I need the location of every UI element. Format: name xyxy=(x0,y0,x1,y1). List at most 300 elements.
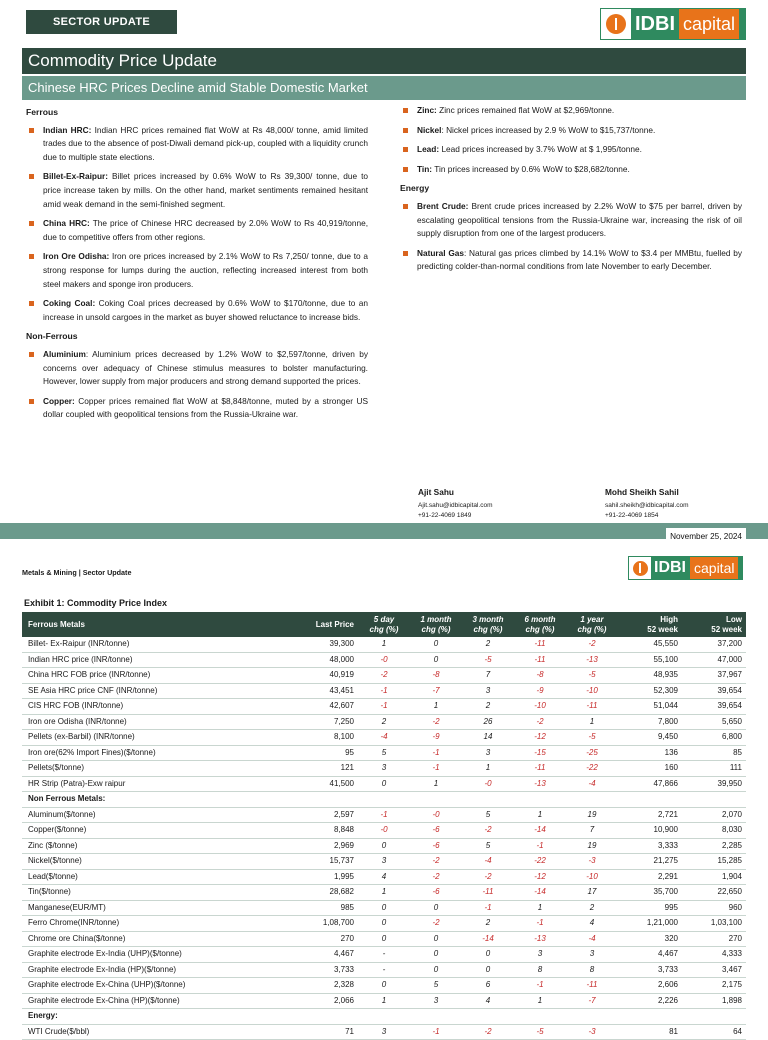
value-cell: 6,800 xyxy=(682,730,746,746)
value-cell: 43,451 xyxy=(280,683,358,699)
value-cell: 2,328 xyxy=(280,978,358,994)
value-cell: 0 xyxy=(358,916,410,932)
value-cell: -10 xyxy=(566,683,618,699)
logo-sub: capital xyxy=(690,557,738,579)
value-cell: 0 xyxy=(358,900,410,916)
value-cell: 0 xyxy=(358,838,410,854)
commodity-name-cell: Lead($/tonne) xyxy=(22,869,280,885)
col-header: Ferrous Metals xyxy=(28,619,85,629)
value-cell: -9 xyxy=(514,683,566,699)
value-cell: -3 xyxy=(566,1024,618,1040)
value-cell: 40,919 xyxy=(280,668,358,684)
value-cell: 1 xyxy=(410,699,462,715)
value-cell: 26 xyxy=(462,714,514,730)
bullet-label: Indian HRC: xyxy=(43,124,92,135)
value-cell: 0 xyxy=(462,962,514,978)
table-row xyxy=(22,900,746,916)
table-row xyxy=(22,683,746,699)
commodity-name-cell: Iron ore Odisha (INR/tonne) xyxy=(22,714,280,730)
table-row xyxy=(22,807,746,823)
value-cell: -1 xyxy=(514,978,566,994)
value-cell: 4,467 xyxy=(280,947,358,963)
page-title: Commodity Price Update xyxy=(22,48,746,74)
value-cell: 3 xyxy=(462,683,514,699)
value-cell: 52,309 xyxy=(618,683,682,699)
commodity-name-cell: Graphite electrode Ex-China (HP)($/tonne) xyxy=(22,993,280,1009)
value-cell: 2,066 xyxy=(280,993,358,1009)
energy-list xyxy=(400,200,742,274)
idbi-capital-logo xyxy=(600,8,746,40)
commodity-name-cell: Chrome ore China($/tonne) xyxy=(22,931,280,947)
value-cell: 8,100 xyxy=(280,730,358,746)
commodity-name-cell: Aluminum($/tonne) xyxy=(22,807,280,823)
exhibit-title: Exhibit 1: Commodity Price Index xyxy=(24,598,168,608)
value-cell: -2 xyxy=(410,916,462,932)
bullet-text: Copper prices remained flat WoW at $8,848/tonne, muted by a stronger US dollar coupled with geopolitical tensions from the Russia-Ukraine war. xyxy=(43,395,368,420)
commodity-name-cell: China HRC FOB price (INR/tonne) xyxy=(22,668,280,684)
logo-brand: IDBI xyxy=(654,559,686,576)
value-cell: 1,898 xyxy=(682,993,746,1009)
section-label: Energy: xyxy=(22,1009,746,1025)
value-cell: 0 xyxy=(358,931,410,947)
value-cell: 39,300 xyxy=(280,637,358,652)
value-cell: 320 xyxy=(618,931,682,947)
value-cell: 2,606 xyxy=(618,978,682,994)
analyst-email[interactable]: sahil.sheikh@idbicapital.com xyxy=(605,501,689,509)
value-cell: -1 xyxy=(514,916,566,932)
table-row xyxy=(22,652,746,668)
col-header: 1 year chg (%) xyxy=(577,614,607,634)
analyst-name: Mohd Sheikh Sahil xyxy=(605,487,679,497)
bullet-text: Iron ore prices increased by 2.1% WoW to Rs 7,250/ tonne, due to a strong response for lumps during the auction, reflecting increased interest from both steel makers and sponge iron producers. xyxy=(43,251,368,289)
value-cell: -14 xyxy=(462,931,514,947)
value-cell: -1 xyxy=(462,900,514,916)
value-cell: -1 xyxy=(410,1024,462,1040)
bullet-label: Coking Coal: xyxy=(43,298,96,309)
value-cell: -2 xyxy=(566,637,618,652)
bullet-text: : Nickel prices increased by 2.9 % WoW to $15,737/tonne. xyxy=(441,124,656,135)
value-cell: 7,800 xyxy=(618,714,682,730)
table-row xyxy=(22,838,746,854)
value-cell: -4 xyxy=(566,776,618,792)
value-cell: -13 xyxy=(566,652,618,668)
table-row xyxy=(22,854,746,870)
value-cell: 270 xyxy=(280,931,358,947)
bullet-label: Zinc: xyxy=(417,105,437,115)
bullet-label: Aluminium xyxy=(43,348,86,359)
value-cell: 2 xyxy=(566,900,618,916)
value-cell: 8 xyxy=(514,962,566,978)
value-cell: 55,100 xyxy=(618,652,682,668)
value-cell: 81 xyxy=(618,1024,682,1040)
commodity-name-cell: Iron ore(62% Import Fines)($/tonne) xyxy=(22,745,280,761)
bullet-item xyxy=(26,395,368,422)
value-cell: 2,969 xyxy=(280,838,358,854)
value-cell: 1 xyxy=(462,761,514,777)
analyst-card xyxy=(605,487,689,522)
value-cell: -0 xyxy=(462,776,514,792)
bullet-text: Coking Coal prices decreased by 0.6% WoW to $170/tonne, due to an increase in unsold cargoes in the market as buyer showed reluctance to increase bids. xyxy=(43,298,368,322)
value-cell: -11 xyxy=(462,885,514,901)
value-cell: 1,995 xyxy=(280,869,358,885)
value-cell: 19 xyxy=(566,807,618,823)
value-cell: -9 xyxy=(410,730,462,746)
value-cell: -2 xyxy=(410,869,462,885)
value-cell: -7 xyxy=(566,993,618,1009)
value-cell: -6 xyxy=(410,885,462,901)
bullet-text: Brent crude prices increased by 2.2% WoW to $75 per barrel, driven by escalating geopolitical tensions from the Russia-Ukraine war, increasing the risk of oil supply disruption from one of the largest producers. xyxy=(417,200,742,239)
value-cell: 1,21,000 xyxy=(618,916,682,932)
value-cell: 10,900 xyxy=(618,823,682,839)
table-row xyxy=(22,637,746,652)
value-cell: 39,950 xyxy=(682,776,746,792)
value-cell: 5 xyxy=(410,978,462,994)
table-row xyxy=(22,745,746,761)
commodity-name-cell: Pellets($/tonne) xyxy=(22,761,280,777)
value-cell: 28,682 xyxy=(280,885,358,901)
table-row xyxy=(22,869,746,885)
value-cell: 1,08,700 xyxy=(280,916,358,932)
value-cell: -12 xyxy=(514,730,566,746)
bullet-item xyxy=(400,143,742,157)
analyst-email[interactable]: Ajit.sahu@idbicapital.com xyxy=(418,501,493,509)
logo-sub: capital xyxy=(679,9,739,39)
value-cell: 0 xyxy=(410,652,462,668)
bullet-label: China HRC: xyxy=(43,218,90,229)
value-cell: 3 xyxy=(358,761,410,777)
value-cell: 5,650 xyxy=(682,714,746,730)
bullet-item xyxy=(26,124,368,165)
bullet-label: Billet-Ex-Raipur: xyxy=(43,171,108,182)
value-cell: -14 xyxy=(514,885,566,901)
page-subtitle: Chinese HRC Prices Decline amid Stable Domestic Market xyxy=(22,76,746,100)
value-cell: 48,000 xyxy=(280,652,358,668)
col-header: 6 month chg (%) xyxy=(524,614,556,634)
value-cell: - xyxy=(358,962,410,978)
col-header: 3 month chg (%) xyxy=(472,614,504,634)
value-cell: 111 xyxy=(682,761,746,777)
bullet-label: Brent Crude: xyxy=(417,200,469,211)
value-cell: -2 xyxy=(462,1024,514,1040)
value-cell: 39,654 xyxy=(682,683,746,699)
value-cell: 3 xyxy=(358,1024,410,1040)
left-column xyxy=(26,104,368,428)
bullet-label: Tin: xyxy=(417,163,433,174)
value-cell: 5 xyxy=(462,807,514,823)
commodity-name-cell: Copper($/tonne) xyxy=(22,823,280,839)
value-cell: 1,904 xyxy=(682,869,746,885)
commodity-name-cell: Graphite electrode Ex-India (UHP)($/tonne) xyxy=(22,947,280,963)
value-cell: 37,200 xyxy=(682,637,746,652)
value-cell: -11 xyxy=(566,978,618,994)
value-cell: 48,935 xyxy=(618,668,682,684)
analyst-phone: +91-22-4069 1854 xyxy=(605,512,659,519)
value-cell: -2 xyxy=(462,823,514,839)
value-cell: 71 xyxy=(280,1024,358,1040)
bullet-item xyxy=(400,124,742,138)
bullet-text: Indian HRC prices remained flat WoW at Rs 48,000/ tonne, amid limited trades due to the absence of post-Diwali demand pick-up, coupled with a liquidity crunch due to multiple state elections. xyxy=(43,124,368,162)
value-cell: 15,737 xyxy=(280,854,358,870)
value-cell: 4,467 xyxy=(618,947,682,963)
bullet-item xyxy=(26,250,368,291)
value-cell: -1 xyxy=(358,683,410,699)
table-row xyxy=(22,714,746,730)
value-cell: 2,285 xyxy=(682,838,746,854)
bullet-label: Lead: xyxy=(417,144,440,155)
value-cell: -12 xyxy=(514,869,566,885)
value-cell: -22 xyxy=(566,761,618,777)
value-cell: -0 xyxy=(358,652,410,668)
value-cell: -6 xyxy=(410,823,462,839)
value-cell: 0 xyxy=(410,947,462,963)
table-section-row xyxy=(22,792,746,808)
energy-heading: Energy xyxy=(400,183,430,194)
value-cell: 39,654 xyxy=(682,699,746,715)
analyst-card xyxy=(418,487,493,522)
value-cell: -15 xyxy=(514,745,566,761)
value-cell: 1,03,100 xyxy=(682,916,746,932)
bullet-item xyxy=(26,297,368,324)
value-cell: 51,044 xyxy=(618,699,682,715)
value-cell: 41,500 xyxy=(280,776,358,792)
col-header: 1 month chg (%) xyxy=(420,614,452,634)
commodity-name-cell: Billet- Ex-Raipur (INR/tonne) xyxy=(22,637,280,652)
value-cell: 3 xyxy=(358,854,410,870)
value-cell: -3 xyxy=(566,854,618,870)
value-cell: 995 xyxy=(618,900,682,916)
commodity-name-cell: Indian HRC price (INR/tonne) xyxy=(22,652,280,668)
value-cell: 45,550 xyxy=(618,637,682,652)
value-cell: -11 xyxy=(514,652,566,668)
commodity-name-cell: HR Strip (Patra)-Exw raipur xyxy=(22,776,280,792)
value-cell: 19 xyxy=(566,838,618,854)
value-cell: -11 xyxy=(514,637,566,652)
value-cell: 3,467 xyxy=(682,962,746,978)
value-cell: 2 xyxy=(462,699,514,715)
value-cell: -2 xyxy=(358,668,410,684)
value-cell: -22 xyxy=(514,854,566,870)
commodity-name-cell: Manganese(EUR/MT) xyxy=(22,900,280,916)
value-cell: 7,250 xyxy=(280,714,358,730)
value-cell: 1 xyxy=(358,885,410,901)
commodity-name-cell: CIS HRC FOB (INR/tonne) xyxy=(22,699,280,715)
value-cell: 1 xyxy=(514,807,566,823)
value-cell: 4 xyxy=(566,916,618,932)
bullet-item xyxy=(26,348,368,389)
bullet-item xyxy=(400,104,742,118)
value-cell: 4 xyxy=(358,869,410,885)
table-header-row xyxy=(22,612,746,637)
value-cell: 0 xyxy=(410,931,462,947)
value-cell: -13 xyxy=(514,776,566,792)
value-cell: 3 xyxy=(462,745,514,761)
value-cell: 1 xyxy=(358,993,410,1009)
value-cell: -5 xyxy=(566,730,618,746)
value-cell: -0 xyxy=(358,823,410,839)
value-cell: 47,000 xyxy=(682,652,746,668)
value-cell: 2,721 xyxy=(618,807,682,823)
value-cell: 8,030 xyxy=(682,823,746,839)
value-cell: 64 xyxy=(682,1024,746,1040)
ferrous-list xyxy=(26,124,368,325)
nonferrous-heading: Non-Ferrous xyxy=(26,331,78,342)
value-cell: 95 xyxy=(280,745,358,761)
table-row xyxy=(22,668,746,684)
value-cell: 5 xyxy=(462,838,514,854)
bullet-label: Iron Ore Odisha: xyxy=(43,251,110,262)
value-cell: 5 xyxy=(358,745,410,761)
value-cell: -1 xyxy=(410,745,462,761)
value-cell: 7 xyxy=(566,823,618,839)
bullet-text: The price of Chinese HRC decreased by 2.0% WoW to Rs 40,919/tonne, due to competitive offers from other regions. xyxy=(43,218,369,242)
value-cell: -7 xyxy=(410,683,462,699)
table-row xyxy=(22,962,746,978)
value-cell: -10 xyxy=(566,869,618,885)
bullet-item xyxy=(26,170,368,211)
table-row xyxy=(22,993,746,1009)
value-cell: 3,733 xyxy=(618,962,682,978)
value-cell: -25 xyxy=(566,745,618,761)
commodity-name-cell: Pellets (ex-Barbil) (INR/tonne) xyxy=(22,730,280,746)
bullet-text: Zinc prices remained flat WoW at $2,969/tonne. xyxy=(436,105,615,115)
value-cell: 3 xyxy=(566,947,618,963)
table-row xyxy=(22,761,746,777)
idbi-capital-logo xyxy=(628,556,743,580)
value-cell: 42,607 xyxy=(280,699,358,715)
commodity-price-table xyxy=(22,612,746,1040)
value-cell: 1 xyxy=(514,900,566,916)
bullet-item xyxy=(400,247,742,274)
report-date: November 25, 2024 xyxy=(666,528,746,544)
bullet-text: : Natural gas prices climbed by 14.1% WoW to $3.4 per MMBtu, fuelled by predicting colder-than-normal conditions from late November to early December. xyxy=(417,247,742,272)
value-cell: 37,967 xyxy=(682,668,746,684)
table-row xyxy=(22,885,746,901)
col-header: Low 52 week xyxy=(711,614,742,634)
logo-brand: IDBI xyxy=(635,12,675,35)
value-cell: 15,285 xyxy=(682,854,746,870)
value-cell: 2,597 xyxy=(280,807,358,823)
running-head: Metals & Mining | Sector Update xyxy=(22,568,132,577)
value-cell: -8 xyxy=(514,668,566,684)
value-cell: 2 xyxy=(462,637,514,652)
value-cell: -1 xyxy=(410,761,462,777)
bullet-text: Tin prices increased by 0.6% WoW to $28,682/tonne. xyxy=(432,163,630,174)
value-cell: 2,070 xyxy=(682,807,746,823)
value-cell: 121 xyxy=(280,761,358,777)
value-cell: 8,848 xyxy=(280,823,358,839)
value-cell: 0 xyxy=(462,947,514,963)
commodity-name-cell: Ferro Chrome(INR/tonne) xyxy=(22,916,280,932)
col-header: High 52 week xyxy=(647,614,678,634)
value-cell: 3,733 xyxy=(280,962,358,978)
value-cell: 6 xyxy=(462,978,514,994)
bullet-text: Billet prices increased by 0.6% WoW to Rs 39,300/ tonne, due to price increase taken by mills. On the other hand, market sentiments remained hesitant amid weak demand in the semi-finished segment. xyxy=(43,171,368,209)
value-cell: -4 xyxy=(358,730,410,746)
table-row xyxy=(22,823,746,839)
value-cell: -1 xyxy=(358,699,410,715)
table-row xyxy=(22,730,746,746)
table-row xyxy=(22,1024,746,1040)
table-row xyxy=(22,776,746,792)
table-section-row xyxy=(22,1009,746,1025)
table-row xyxy=(22,978,746,994)
commodity-name-cell: Graphite electrode Ex-India (HP)($/tonne) xyxy=(22,962,280,978)
value-cell: 960 xyxy=(682,900,746,916)
value-cell: -2 xyxy=(410,854,462,870)
table-row xyxy=(22,931,746,947)
value-cell: 3,333 xyxy=(618,838,682,854)
table-row xyxy=(22,916,746,932)
commodity-name-cell: SE Asia HRC price CNF (INR/tonne) xyxy=(22,683,280,699)
commodity-name-cell: Nickel($/tonne) xyxy=(22,854,280,870)
value-cell: 4 xyxy=(462,993,514,1009)
value-cell: 2,291 xyxy=(618,869,682,885)
metals-list xyxy=(400,104,742,176)
col-header: 5 day chg (%) xyxy=(369,614,399,634)
value-cell: -1 xyxy=(358,807,410,823)
value-cell: 1 xyxy=(514,993,566,1009)
bullet-item xyxy=(26,217,368,244)
analyst-name: Ajit Sahu xyxy=(418,487,454,497)
value-cell: 1 xyxy=(566,714,618,730)
value-cell: 3 xyxy=(410,993,462,1009)
value-cell: 85 xyxy=(682,745,746,761)
value-cell: 2,175 xyxy=(682,978,746,994)
commodity-name-cell: Zinc ($/tonne) xyxy=(22,838,280,854)
value-cell: 7 xyxy=(462,668,514,684)
value-cell: -0 xyxy=(410,807,462,823)
idbi-emblem-icon xyxy=(629,557,651,579)
value-cell: 4,333 xyxy=(682,947,746,963)
value-cell: -4 xyxy=(462,854,514,870)
table-row xyxy=(22,699,746,715)
value-cell: 14 xyxy=(462,730,514,746)
right-column xyxy=(400,104,742,280)
value-cell: -1 xyxy=(514,838,566,854)
value-cell: -2 xyxy=(410,714,462,730)
value-cell: -13 xyxy=(514,931,566,947)
value-cell: 985 xyxy=(280,900,358,916)
section-label: Non Ferrous Metals: xyxy=(22,792,746,808)
bullet-label: Copper: xyxy=(43,395,75,406)
value-cell: 35,700 xyxy=(618,885,682,901)
nonferrous-list xyxy=(26,348,368,422)
value-cell: 2,226 xyxy=(618,993,682,1009)
bullet-label: Nickel xyxy=(417,124,442,135)
value-cell: 136 xyxy=(618,745,682,761)
value-cell: -10 xyxy=(514,699,566,715)
value-cell: 3 xyxy=(514,947,566,963)
value-cell: 17 xyxy=(566,885,618,901)
value-cell: 0 xyxy=(410,637,462,652)
value-cell: 0 xyxy=(410,962,462,978)
value-cell: 1 xyxy=(358,637,410,652)
bullet-text: Lead prices increased by 3.7% WoW at $ 1,995/tonne. xyxy=(439,144,642,155)
value-cell: 47,866 xyxy=(618,776,682,792)
bullet-item xyxy=(400,200,742,241)
value-cell: 8 xyxy=(566,962,618,978)
value-cell: -8 xyxy=(410,668,462,684)
date-strip xyxy=(0,523,768,539)
bullet-label: Natural Gas xyxy=(417,247,465,258)
value-cell: 0 xyxy=(410,900,462,916)
col-header: Last Price xyxy=(315,619,354,629)
value-cell: -11 xyxy=(566,699,618,715)
value-cell: 0 xyxy=(358,776,410,792)
value-cell: 21,275 xyxy=(618,854,682,870)
value-cell: -4 xyxy=(566,931,618,947)
value-cell: -5 xyxy=(462,652,514,668)
